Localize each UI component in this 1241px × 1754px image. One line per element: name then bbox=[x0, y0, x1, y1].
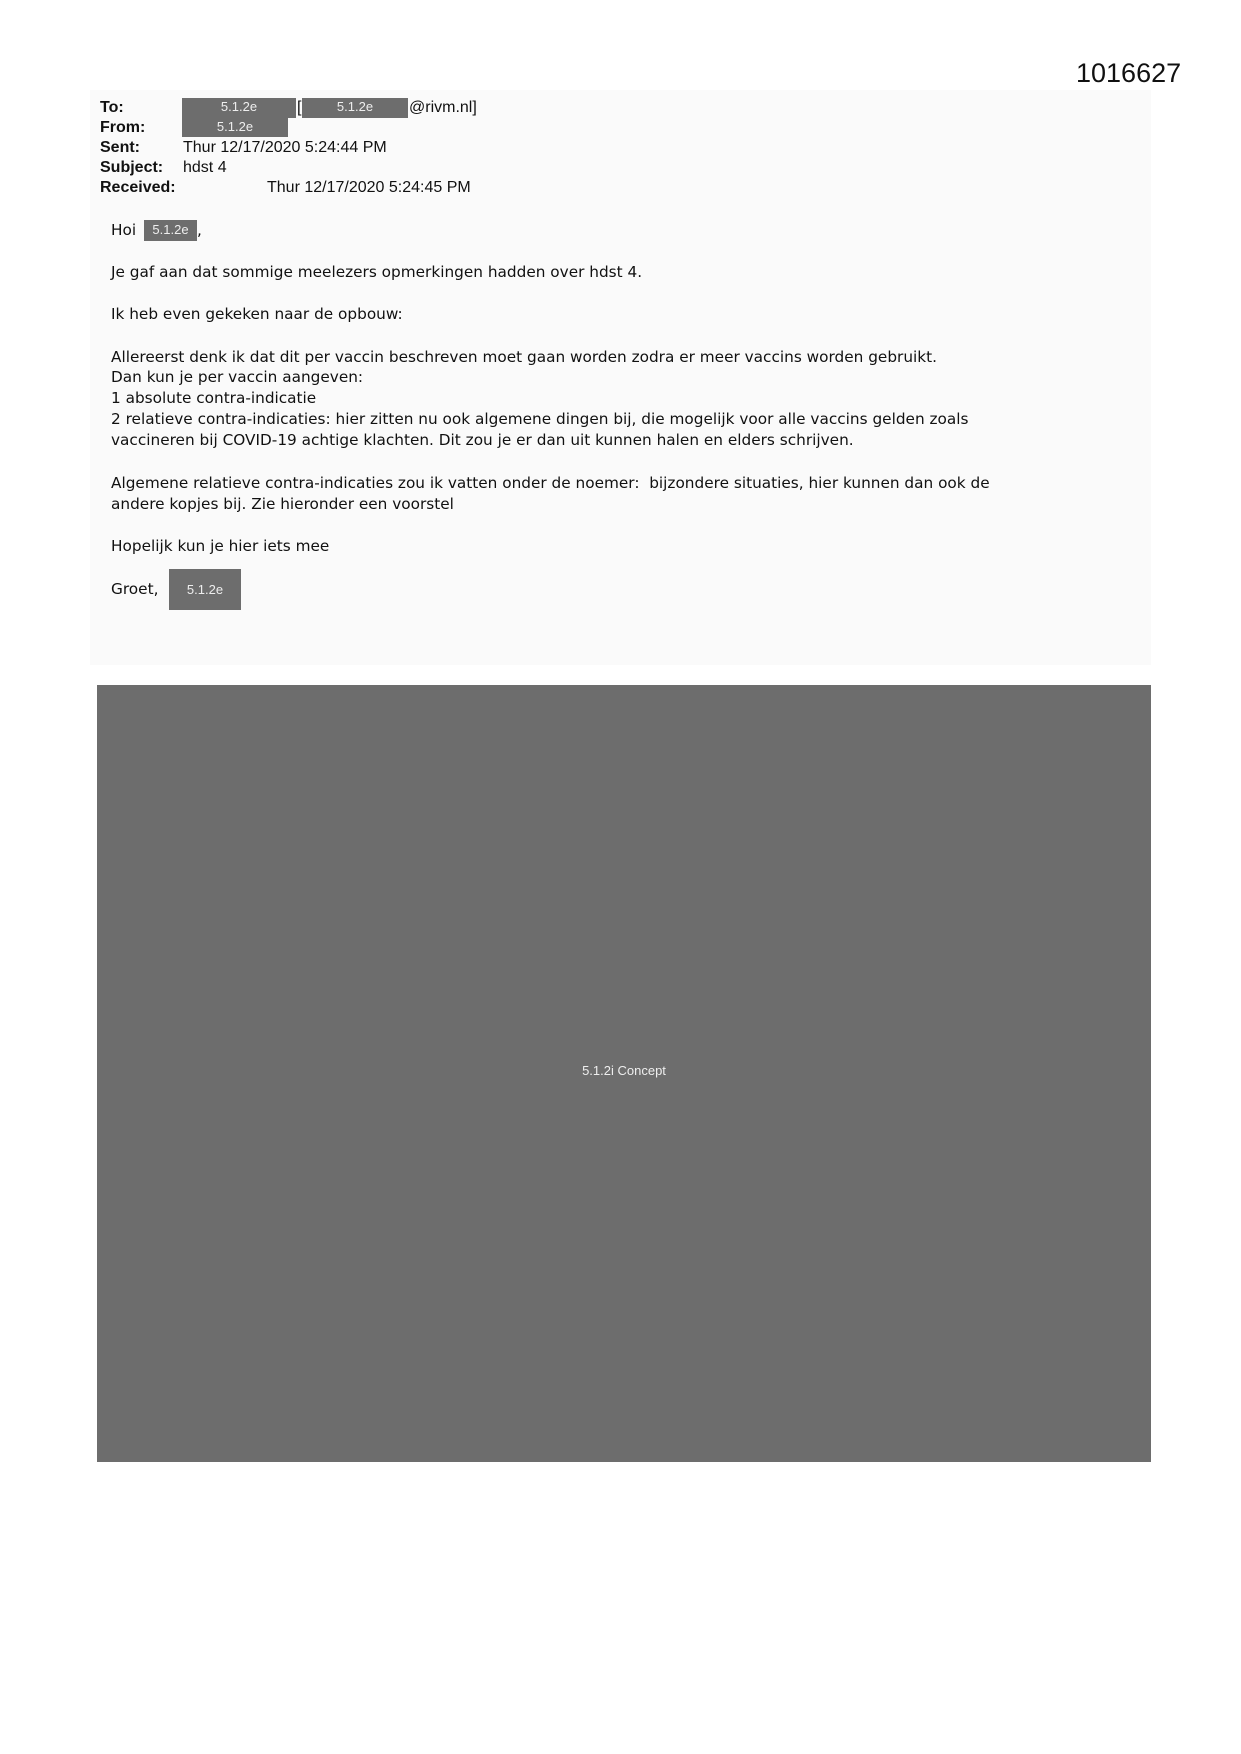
body-line: 2 relatieve contra-indicaties: hier zitten nu ook algemene dingen bij, die mogelijk voor alle vaccins gelden zoals bbox=[111, 410, 969, 428]
body-line: andere kopjes bij. Zie hieronder een voorstel bbox=[111, 495, 454, 513]
sent-label: Sent: bbox=[100, 139, 140, 156]
attachment-redaction bbox=[97, 685, 1151, 1462]
to-email-redaction: 5.1.2e bbox=[302, 98, 408, 118]
from-redaction: 5.1.2e bbox=[182, 118, 288, 137]
to-bracket: [ bbox=[297, 99, 302, 116]
received-label: Received: bbox=[100, 179, 176, 196]
body-line: Ik heb even gekeken naar de opbouw: bbox=[111, 305, 403, 323]
from-label: From: bbox=[100, 119, 146, 136]
closing: Groet, bbox=[111, 580, 159, 598]
attachment-redaction-label: 5.1.2i Concept bbox=[582, 1063, 666, 1078]
greeting: Hoi bbox=[111, 221, 137, 239]
document-number: 1016627 bbox=[1076, 58, 1182, 88]
subject-value: hdst 4 bbox=[183, 159, 227, 176]
to-redaction: 5.1.2e bbox=[182, 98, 296, 118]
body-line: Je gaf aan dat sommige meelezers opmerkingen hadden over hdst 4. bbox=[111, 263, 643, 281]
body-line: Hopelijk kun je hier iets mee bbox=[111, 537, 330, 555]
body-line: Dan kun je per vaccin aangeven: bbox=[111, 368, 364, 386]
body-line: 1 absolute contra-indicatie bbox=[111, 389, 317, 407]
body-line: vaccineren bij COVID-19 achtige klachten. Dit zou je er dan uit kunnen halen en elders schrijven. bbox=[111, 431, 854, 449]
closing-redaction: 5.1.2e bbox=[169, 569, 241, 610]
sent-value: Thur 12/17/2020 5:24:44 PM bbox=[183, 139, 387, 156]
subject-label: Subject: bbox=[100, 159, 164, 176]
body-line: Allereerst denk ik dat dit per vaccin beschreven moet gaan worden zodra er meer vaccins worden gebruikt. bbox=[111, 348, 938, 366]
body-line: Algemene relatieve contra-indicaties zou ik vatten onder de noemer: bijzondere situaties, hier kunnen dan ook de bbox=[111, 474, 990, 492]
to-label: To: bbox=[100, 99, 124, 116]
to-domain: @rivm.nl] bbox=[409, 99, 477, 116]
greeting-redaction: 5.1.2e bbox=[144, 220, 197, 241]
received-value: Thur 12/17/2020 5:24:45 PM bbox=[267, 179, 471, 196]
greeting-comma: , bbox=[197, 221, 202, 239]
